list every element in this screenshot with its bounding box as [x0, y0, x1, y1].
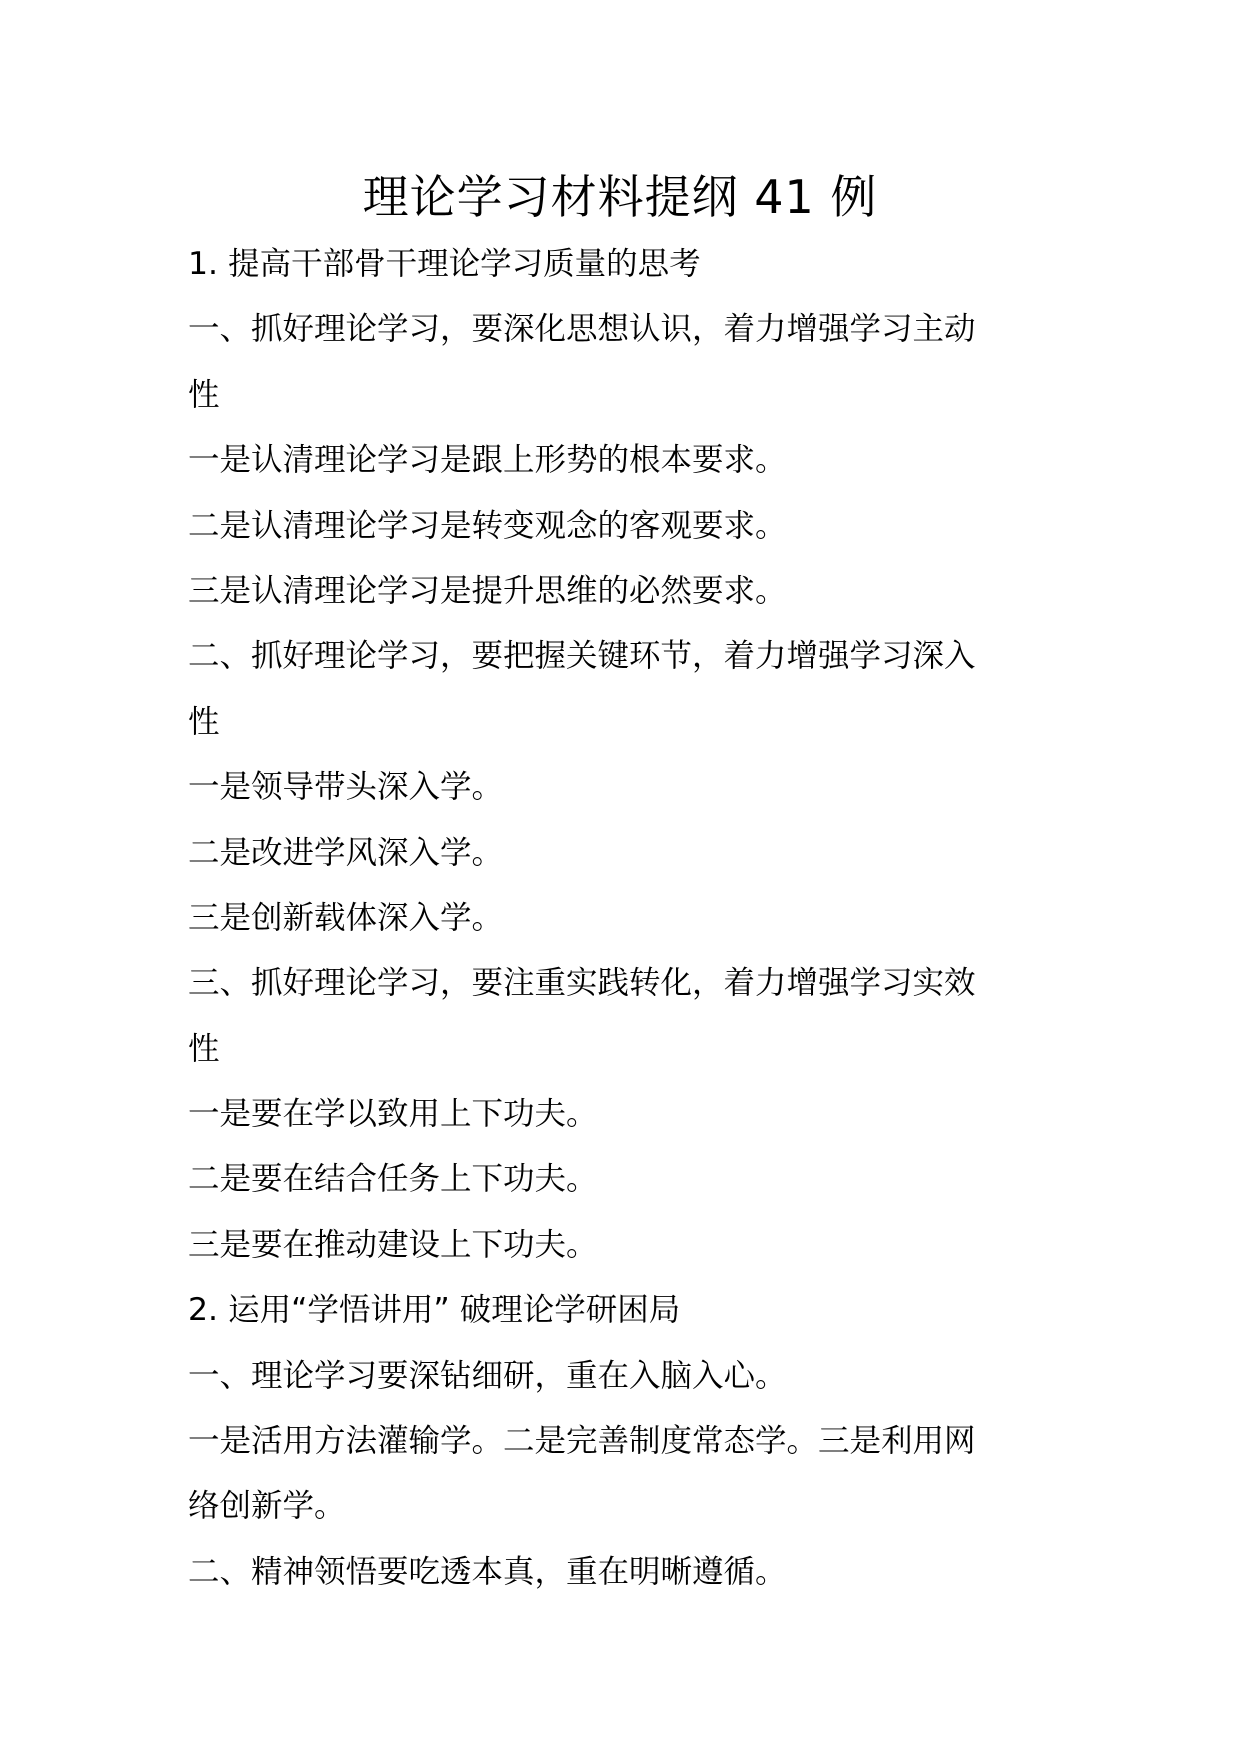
- subheading: 二、抓好理论学习，要把握关键环节，着力增强学习深入: [188, 638, 976, 675]
- paragraph-line: 一是活用方法灌输学。二是完善制度常态学。三是利用网: [188, 1423, 976, 1460]
- section-heading: 1. 提高干部骨干理论学习质量的思考: [188, 246, 701, 282]
- paragraph-line: 一是认清理论学习是跟上形势的根本要求。: [188, 442, 787, 479]
- subheading: 一、理论学习要深钻细研，重在入脑入心。: [188, 1357, 787, 1394]
- paragraph-line: 一是领导带头深入学。: [188, 769, 504, 806]
- subheading: 二、精神领悟要吃透本真，重在明晰遵循。: [188, 1553, 787, 1590]
- subheading-continuation: 性: [188, 1030, 220, 1067]
- paragraph-line: 二是认清理论学习是转变观念的客观要求。: [188, 507, 787, 544]
- paragraph-line: 络创新学。: [188, 1488, 346, 1525]
- subheading-continuation: 性: [188, 376, 220, 413]
- paragraph-line: 三是创新载体深入学。: [188, 899, 504, 936]
- document-title: 理论学习材料提纲 41 例: [362, 170, 878, 224]
- paragraph-line: 一是要在学以致用上下功夫。: [188, 1096, 598, 1133]
- paragraph-line: 二是改进学风深入学。: [188, 834, 504, 871]
- paragraph-line: 二是要在结合任务上下功夫。: [188, 1161, 598, 1198]
- section-heading: 2. 运用“学悟讲用” 破理论学研困局: [188, 1292, 681, 1329]
- subheading-continuation: 性: [188, 703, 220, 740]
- subheading: 一、抓好理论学习，要深化思想认识，着力增强学习主动: [188, 311, 976, 348]
- document-body: [188, 232, 1036, 1605]
- paragraph-line: 三是认清理论学习是提升思维的必然要求。: [188, 572, 787, 609]
- subheading: 三、抓好理论学习，要注重实践转化，着力增强学习实效: [188, 965, 976, 1002]
- paragraph-line: 三是要在推动建设上下功夫。: [188, 1226, 598, 1263]
